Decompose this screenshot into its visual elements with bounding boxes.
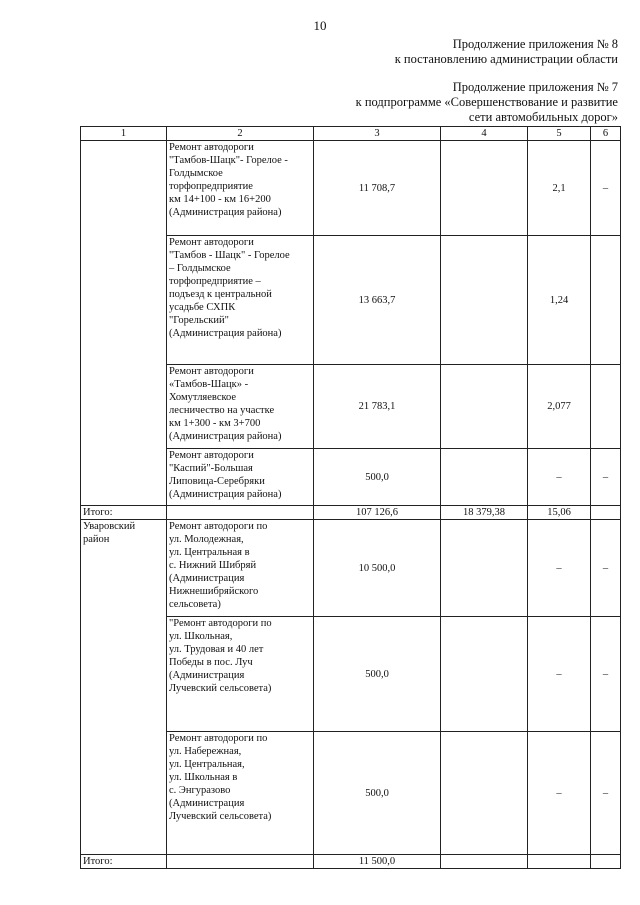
project-name: "Ремонт автодороги по ул. Школьная, ул. Трудовая и 40 лет Победы в пос. Луч (Администрация Лучевский сельсовета) <box>167 617 314 732</box>
appendix-header-8 <box>395 37 618 67</box>
col4-cell <box>441 732 528 855</box>
column-number: 1 <box>81 127 167 141</box>
project-name: Ремонт автодороги "Тамбов - Шацк" - Горелое – Голдымское торфопредприятие – подъезд к центральной усадьбе СХПК "Горельский" (Администрация района) <box>167 236 314 365</box>
total-col6 <box>591 855 621 869</box>
total-col4: 18 379,38 <box>441 506 528 520</box>
amount-cell: 11 708,7 <box>314 141 441 236</box>
length-cell: 2,1 <box>528 141 591 236</box>
total-label: Итого: <box>81 855 167 869</box>
col6-cell: – <box>591 141 621 236</box>
project-name: Ремонт автодороги «Тамбов-Шацк» - Хомутляевское лесничество на участке км 1+300 - км 3+700 (Администрация района) <box>167 365 314 449</box>
region-cell <box>81 141 167 506</box>
column-number: 3 <box>314 127 441 141</box>
col6-cell <box>591 365 621 449</box>
total-empty-cell <box>167 506 314 520</box>
total-empty-cell <box>167 855 314 869</box>
length-cell: – <box>528 449 591 506</box>
col4-cell <box>441 236 528 365</box>
col6-cell <box>591 236 621 365</box>
appendix-7-line-2: к подпрограмме «Совершенствование и развитие <box>355 95 618 109</box>
col6-cell: – <box>591 617 621 732</box>
project-name: Ремонт автодороги "Каспий"-Большая Липовица-Серебряки (Администрация района) <box>167 449 314 506</box>
column-number-row <box>81 127 621 141</box>
col4-cell <box>441 617 528 732</box>
total-amount: 107 126,6 <box>314 506 441 520</box>
col4-cell <box>441 449 528 506</box>
region-name: Уваровский район <box>81 520 167 855</box>
col4-cell <box>441 141 528 236</box>
column-number: 4 <box>441 127 528 141</box>
table-row <box>81 141 621 236</box>
col6-cell: – <box>591 520 621 617</box>
amount-cell: 10 500,0 <box>314 520 441 617</box>
col4-cell <box>441 365 528 449</box>
page-number: 10 <box>313 18 327 33</box>
total-length: 15,06 <box>528 506 591 520</box>
appendix-header-7 <box>356 80 618 125</box>
length-cell: – <box>528 732 591 855</box>
total-amount: 11 500,0 <box>314 855 441 869</box>
project-name: Ремонт автодороги по ул. Молодежная, ул. Центральная в с. Нижний Шибряй (Администрация Нижнешибряйского сельсовета) <box>167 520 314 617</box>
column-number: 5 <box>528 127 591 141</box>
col6-cell: – <box>591 732 621 855</box>
amount-cell: 500,0 <box>314 617 441 732</box>
amount-cell: 21 783,1 <box>314 365 441 449</box>
col6-cell: – <box>591 449 621 506</box>
appendix-7-line-3: сети автомобильных дорог» <box>468 110 618 124</box>
column-number: 2 <box>167 127 314 141</box>
total-length <box>528 855 591 869</box>
appendix-8-line-2: к постановлению администрации области <box>394 52 618 66</box>
total-row <box>81 855 621 869</box>
length-cell: – <box>528 520 591 617</box>
length-cell: 1,24 <box>528 236 591 365</box>
column-number: 6 <box>591 127 621 141</box>
appendix-7-line-1: Продолжение приложения № 7 <box>452 80 618 94</box>
table-row <box>81 520 621 617</box>
road-repair-table <box>80 126 621 869</box>
col4-cell <box>441 520 528 617</box>
length-cell: – <box>528 617 591 732</box>
amount-cell: 500,0 <box>314 732 441 855</box>
project-name: Ремонт автодороги по ул. Набережная, ул. Центральная, ул. Школьная в с. Энгуразово (Администрация Лучевский сельсовета) <box>167 732 314 855</box>
total-row <box>81 506 621 520</box>
total-label: Итого: <box>81 506 167 520</box>
amount-cell: 13 663,7 <box>314 236 441 365</box>
total-col6 <box>591 506 621 520</box>
total-col4 <box>441 855 528 869</box>
project-name: Ремонт автодороги "Тамбов-Шацк"- Горелое - Голдымское торфопредприятие км 14+100 - км 16+200 (Администрация района) <box>167 141 314 236</box>
appendix-8-line-1: Продолжение приложения № 8 <box>452 37 618 51</box>
amount-cell: 500,0 <box>314 449 441 506</box>
length-cell: 2,077 <box>528 365 591 449</box>
